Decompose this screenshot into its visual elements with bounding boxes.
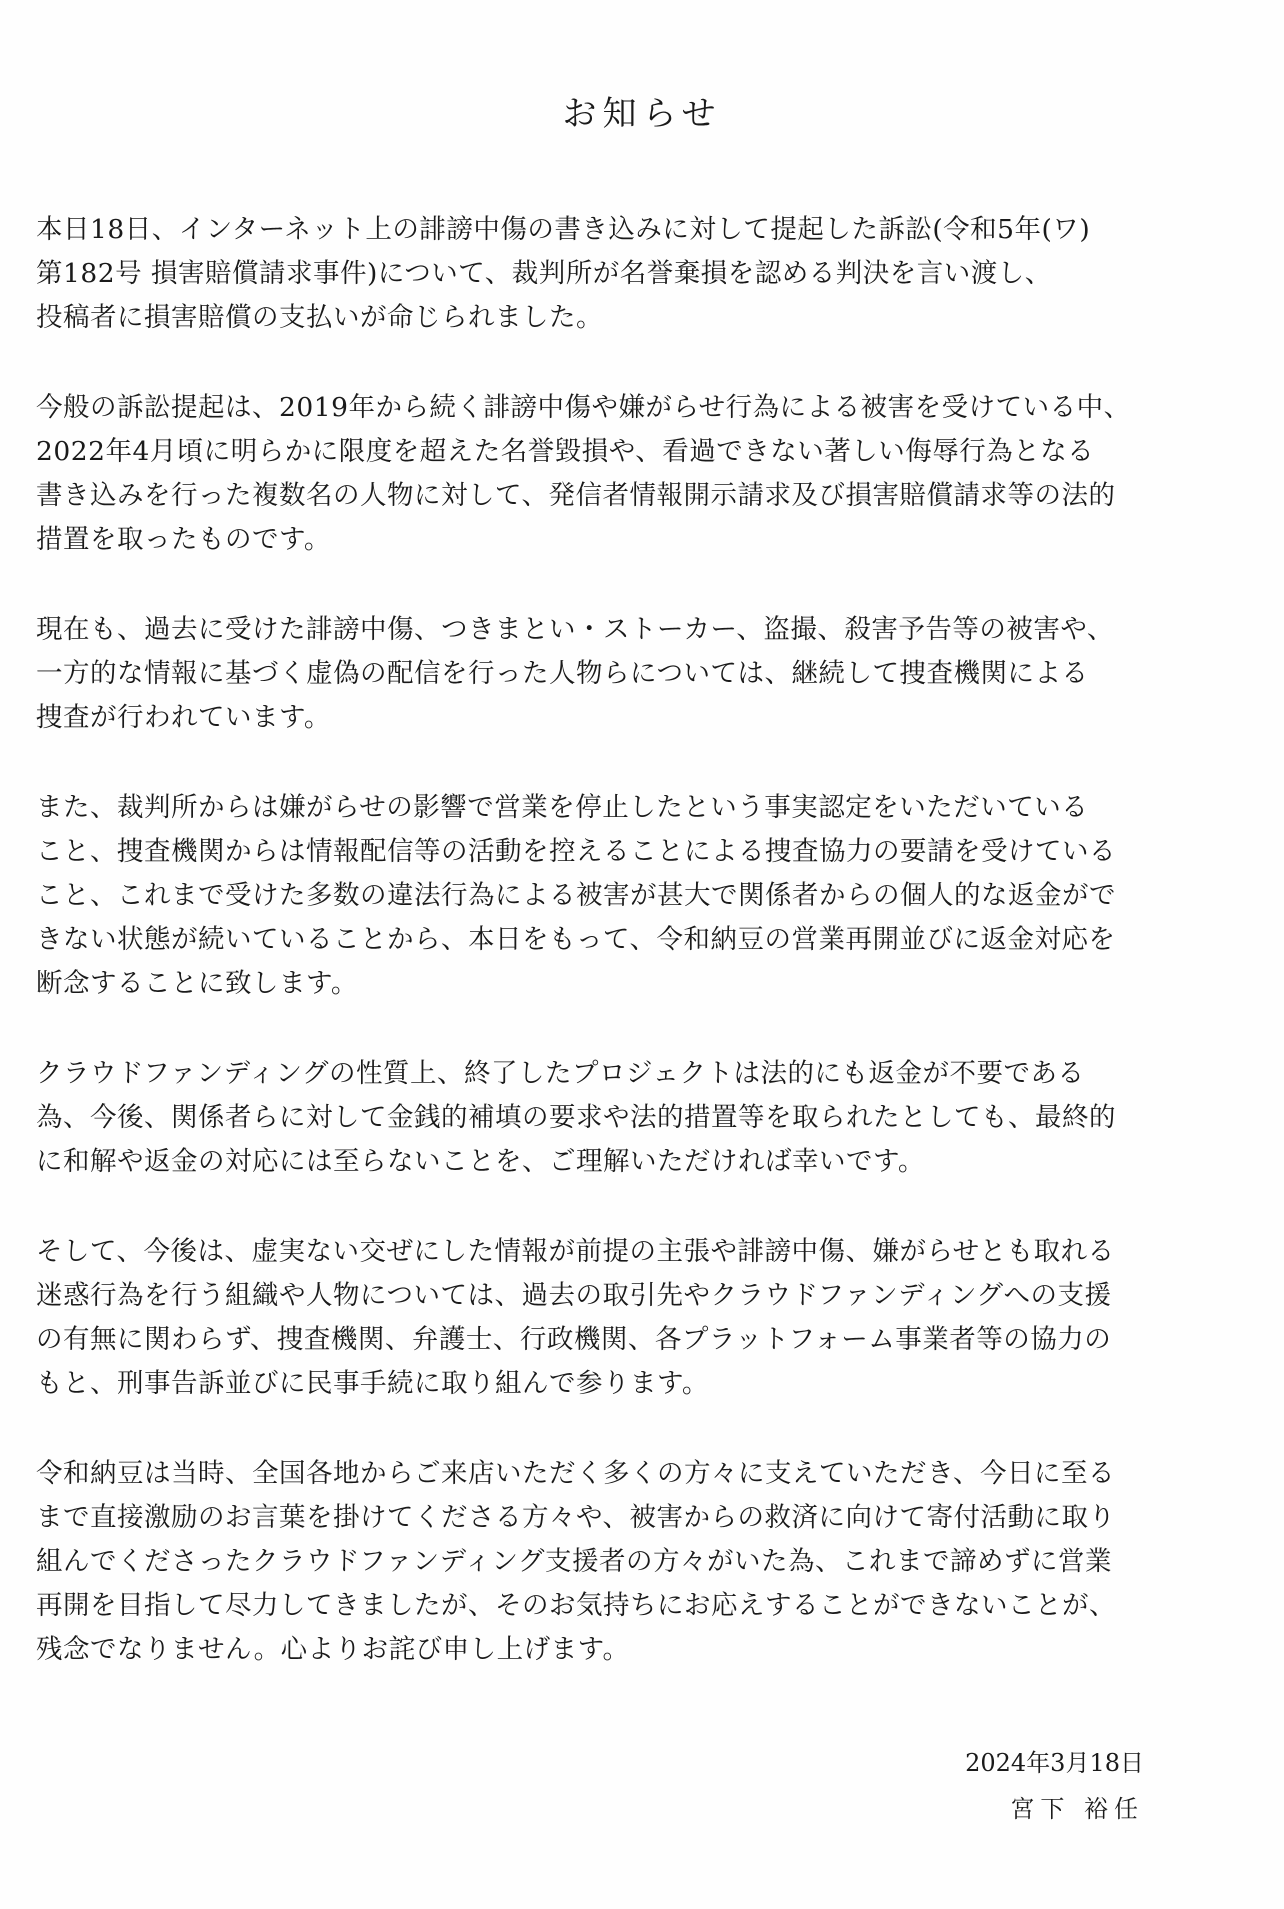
text-line: 捜査が行われています。 [36,702,331,733]
paragraph-business-closure [36,786,1258,1006]
text-line: 残念でなりません。心よりお詫び申し上げます。 [36,1634,630,1665]
text-line: こと、捜査機関からは情報配信等の活動を控えることによる捜査協力の要請を受けている [36,836,1116,867]
paragraph-lawsuit-background [36,386,1258,562]
text-line: 令和納豆は当時、全国各地からご来店いただく多くの方々に支えていただき、今日に至る [36,1458,1115,1489]
paragraph-future-legal-action [36,1230,1258,1406]
text-line: の有無に関わらず、捜査機関、弁護士、行政機関、各プラットフォーム事業者等の協力の [36,1324,1112,1355]
text-line: 一方的な情報に基づく虚偽の配信を行った人物らについては、継続して捜査機関による [36,658,1089,689]
text-line: 2022年4月頃に明らかに限度を超えた名誉毀損や、看過できない著しい侮辱行為となる [36,436,1095,467]
text-line: 再開を目指して尽力してきましたが、そのお気持ちにお応えすることができないことが、 [36,1590,1116,1621]
signature-date: 2024年3月18日 [965,1749,1144,1777]
text-line: 措置を取ったものです。 [36,524,331,555]
text-line: 断念することに致します。 [36,968,358,999]
text-line: 迷惑行為を行う組織や人物については、過去の取引先やクラウドファンディングへの支援 [36,1280,1112,1311]
text-line: そして、今後は、虚実ない交ぜにした情報が前提の主張や誹謗中傷、嫌がらせとも取れる [36,1236,1115,1267]
text-line: 今般の訴訟提起は、2019年から続く誹謗中傷や嫌がらせ行為による被害を受けている中、 [36,392,1131,423]
text-line: もと、刑事告訴並びに民事手続に取り組んで参ります。 [36,1368,709,1399]
text-line: まで直接激励のお言葉を掛けてくださる方々や、被害からの救済に向けて寄付活動に取り [36,1502,1116,1533]
text-line: 為、今後、関係者らに対して金銭的補填の要求や法的措置等を取られたとしても、最終的 [36,1102,1116,1133]
text-line: きない状態が続いていることから、本日をもって、令和納豆の営業再開並びに返金対応を [36,924,1116,955]
text-line: 第182号 損害賠償請求事件)について、裁判所が名誉棄損を認める判決を言い渡し、 [36,258,1052,289]
text-line: 本日18日、インターネット上の誹謗中傷の書き込みに対して提起した訴訟(令和5年(ワ) [36,214,1091,245]
text-line: また、裁判所からは嫌がらせの影響で営業を停止したという事実認定をいただいている [36,792,1089,823]
signature-name: 宮下 裕任 [1010,1795,1144,1823]
document-body [36,208,1258,1718]
text-line: 書き込みを行った複数名の人物に対して、発信者情報開示請求及び損害賠償請求等の法的 [36,480,1116,511]
document-title: お知らせ [562,94,722,134]
text-line: 投稿者に損害賠償の支払いが命じられました。 [36,302,603,333]
paragraph-crowdfunding-refund [36,1052,1258,1184]
signature-block [965,1742,1144,1830]
text-line: 現在も、過去に受けた誹謗中傷、つきまとい・ストーカー、盗撮、殺害予告等の被害や、 [36,614,1114,645]
paragraph-apology [36,1452,1258,1672]
paragraph-ongoing-investigation [36,608,1258,740]
text-line: 組んでくださったクラウドファンディング支援者の方々がいた為、これまで諦めずに営業 [36,1546,1113,1577]
text-line: こと、これまで受けた多数の違法行為による被害が甚大で関係者からの個人的な返金がで [36,880,1116,911]
paragraph-lawsuit-ruling [36,208,1258,340]
text-line: に和解や返金の対応には至らないことを、ご理解いただければ幸いです。 [36,1146,925,1177]
text-line: クラウドファンディングの性質上、終了したプロジェクトは法的にも返金が不要である [36,1058,1085,1089]
